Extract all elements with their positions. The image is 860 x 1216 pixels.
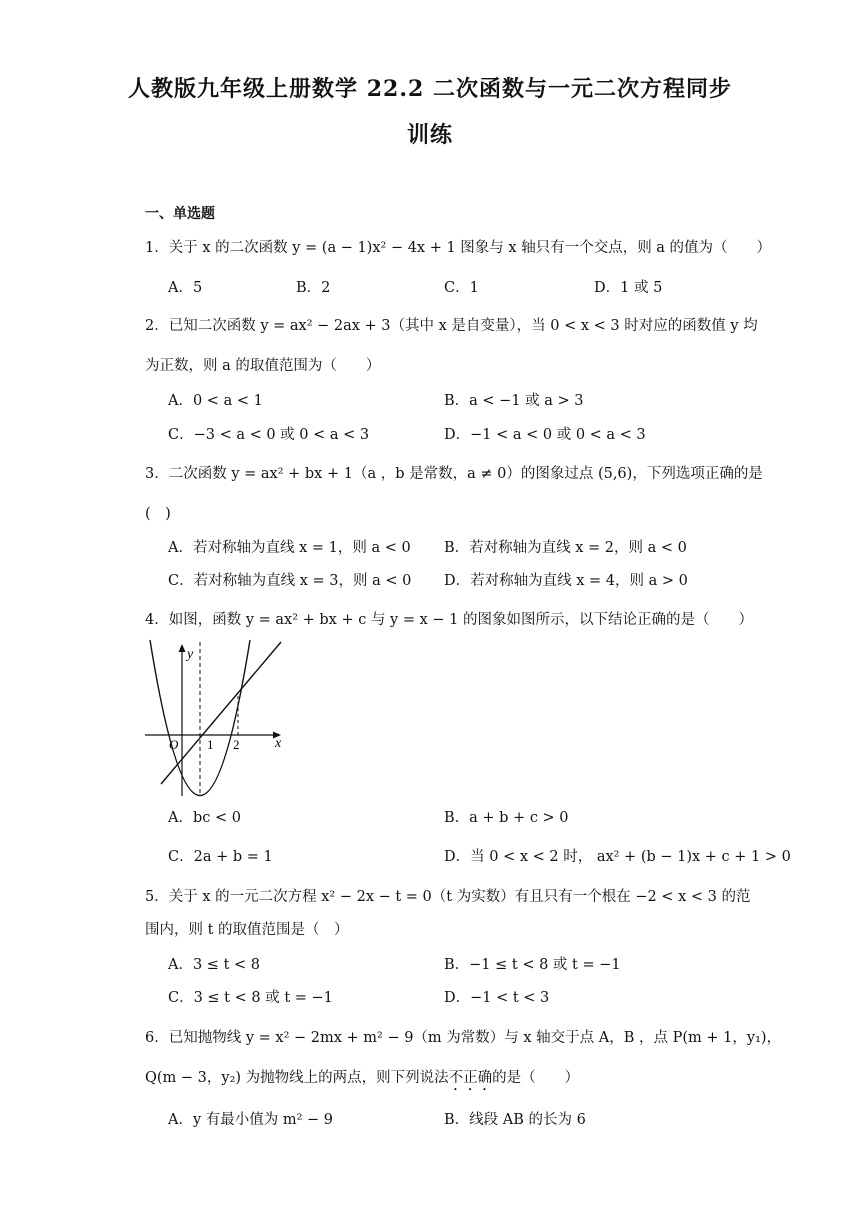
question-6-stem-line-1: 6．已知抛物线 y = x² − 2mx + m² − 9（m 为常数）与 x 轴交于点 A，B ，点 P(m + 1，y₁)， — [145, 1030, 782, 1046]
q6-emphasized-text: 不正确 — [448, 1070, 493, 1086]
q4-option-a: A．bc < 0 — [168, 810, 241, 826]
function-graph-figure — [143, 638, 293, 798]
question-4-stem: 4．如图，函数 y = ax² + bx + c 与 y = x − 1 的图象如图所示，以下结论正确的是（ ） — [145, 612, 753, 628]
q3-option-c: C．若对称轴为直线 x = 3，则 a < 0 — [168, 573, 412, 589]
q3-option-d: D．若对称轴为直线 x = 4，则 a > 0 — [444, 573, 688, 589]
q5-option-c: C．3 ≤ t < 8 或 t = −1 — [168, 990, 333, 1006]
q2-option-b: B．a < −1 或 a > 3 — [444, 393, 584, 409]
line-graph — [161, 642, 281, 784]
q5-option-d: D．−1 < t < 3 — [444, 990, 550, 1006]
question-3-stem-line-2: ( ) — [145, 506, 171, 522]
tick-label-2: 2 — [233, 737, 240, 752]
q6-stem-text-post: 的是（ ） — [492, 1070, 580, 1086]
q4-option-b: B．a + b + c > 0 — [444, 810, 569, 826]
y-axis-arrow — [179, 644, 186, 652]
q2-option-d: D．−1 < a < 0 或 0 < a < 3 — [444, 427, 646, 443]
question-2-stem-line-1: 2．已知二次函数 y = ax² − 2ax + 3（其中 x 是自变量），当 0 < x < 3 时对应的函数值 y 均 — [145, 318, 758, 334]
y-axis-label: y — [187, 647, 194, 662]
question-5-stem-line-1: 5．关于 x 的一元二次方程 x² − 2x − t = 0（t 为实数）有且只有一个根在 −2 < x < 3 的范 — [145, 889, 751, 905]
origin-label: O — [169, 737, 179, 752]
document-title-line-1: 人教版九年级上册数学 22.2 二次函数与一元二次方程同步 — [128, 76, 732, 102]
question-1-stem: 1．关于 x 的二次函数 y = (a − 1)x² − 4x + 1 图象与 x 轴只有一个交点，则 a 的值为（ ） — [145, 240, 772, 256]
q4-option-d: D．当 0 < x < 2 时， ax² + (b − 1)x + c + 1 > 0 — [444, 849, 791, 865]
q6-option-b: B．线段 AB 的长为 6 — [444, 1112, 586, 1128]
q1-option-b: B．2 — [296, 280, 331, 296]
q5-option-a: A．3 ≤ t < 8 — [168, 957, 260, 973]
q5-option-b: B．−1 ≤ t < 8 或 t = −1 — [444, 957, 621, 973]
q1-option-c: C．1 — [444, 280, 479, 296]
q3-option-b: B．若对称轴为直线 x = 2，则 a < 0 — [444, 540, 687, 556]
q3-option-a: A．若对称轴为直线 x = 1，则 a < 0 — [168, 540, 411, 556]
document-title-line-2: 训练 — [406, 122, 453, 148]
question-6-stem-line-2 — [145, 1066, 579, 1094]
q1-option-a: A．5 — [168, 280, 203, 296]
q1-option-d: D．1 或 5 — [594, 280, 663, 296]
q4-option-c: C．2a + b = 1 — [168, 849, 273, 865]
q6-stem-text-pre: Q(m − 3，y₂) 为抛物线上的两点，则下列说法 — [145, 1070, 449, 1086]
question-3-stem-line-1: 3．二次函数 y = ax² + bx + 1（a ，b 是常数，a ≠ 0）的图象过点 (5,6)，下列选项正确的是 — [145, 466, 763, 482]
x-axis-label: x — [275, 736, 282, 751]
q6-option-a: A．y 有最小值为 m² − 9 — [168, 1112, 334, 1128]
question-2-stem-line-2: 为正数，则 a 的取值范围为（ ） — [145, 358, 381, 374]
section-heading: 一、单选题 — [145, 206, 215, 222]
q2-option-a: A．0 < a < 1 — [168, 393, 263, 409]
question-5-stem-line-2: 围内，则 t 的取值范围是（ ） — [145, 922, 349, 938]
tick-label-1: 1 — [207, 737, 214, 752]
q2-option-c: C．−3 < a < 0 或 0 < a < 3 — [168, 427, 370, 443]
